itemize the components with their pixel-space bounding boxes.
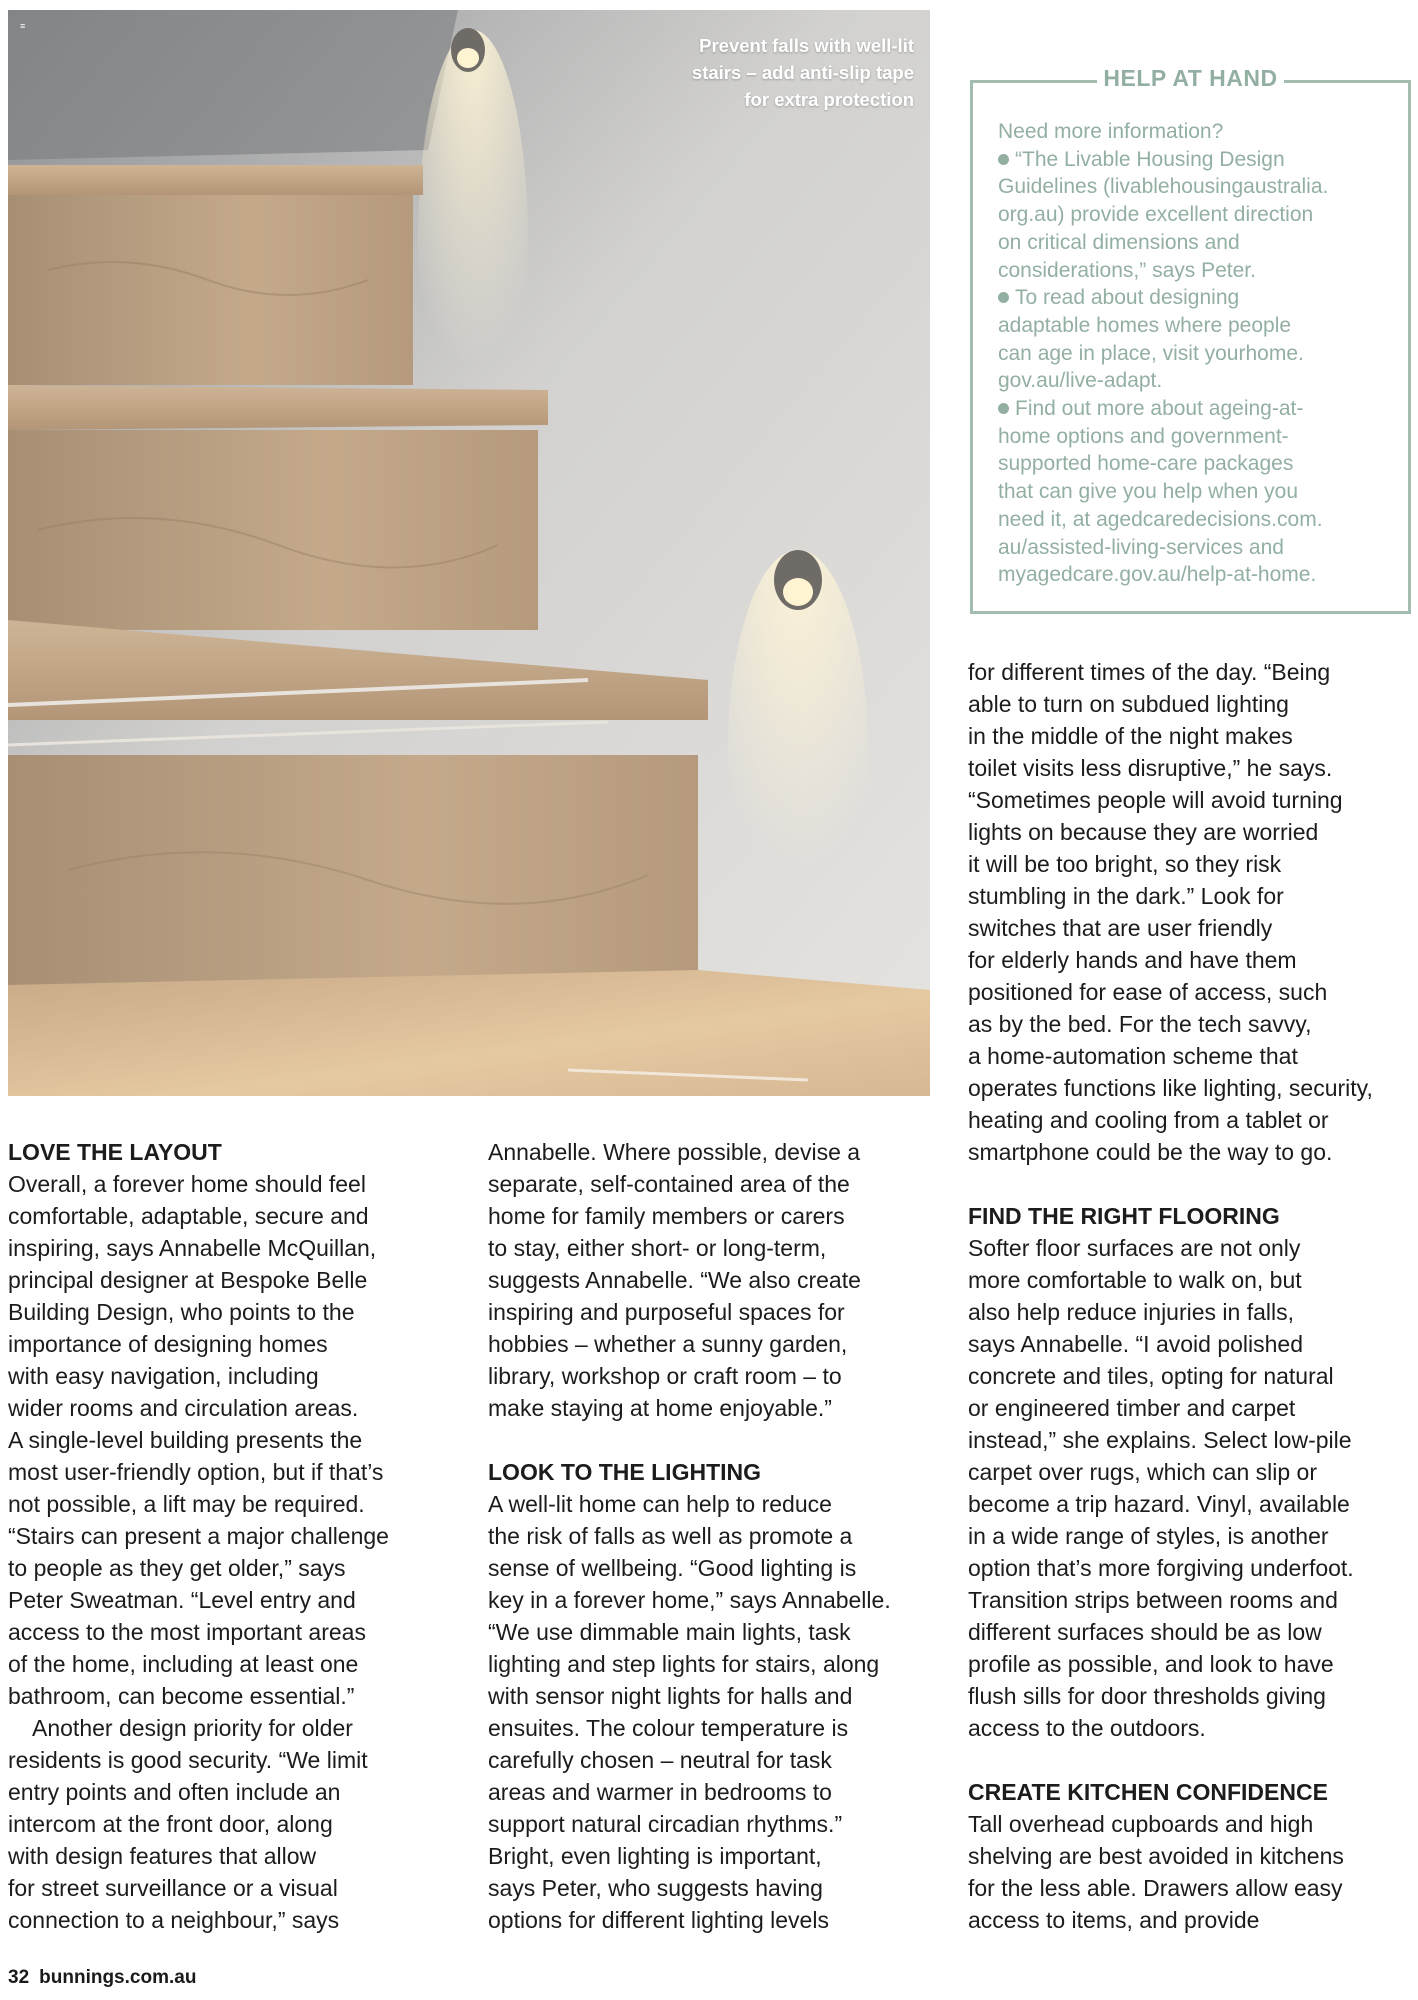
- body-line: Overall, a forever home should feel: [8, 1171, 366, 1197]
- bullet-icon: [998, 292, 1009, 303]
- body-line: it will be too bright, so they risk: [968, 851, 1282, 877]
- body-line: library, workshop or craft room – to: [488, 1363, 842, 1389]
- sidebar-bullet-line: [998, 395, 1398, 423]
- body-line: carefully chosen – neutral for task: [488, 1747, 832, 1773]
- body-line: Annabelle. Where possible, devise a: [488, 1139, 861, 1165]
- body-line: toilet visits less disruptive,” he says.: [968, 755, 1333, 781]
- paragraph-gap: [968, 1168, 1413, 1200]
- sidebar-line: need it, at agedcaredecisions.com.: [998, 507, 1323, 531]
- body-line: instead,” she explains. Select low-pile: [968, 1427, 1352, 1453]
- body-line: for the less able. Drawers allow easy: [968, 1875, 1343, 1901]
- body-line: with easy navigation, including: [8, 1363, 319, 1389]
- body-line: “Stairs can present a major challenge: [8, 1523, 389, 1549]
- menu-marker-icon: ≡: [20, 21, 26, 31]
- article-column-2: [488, 1136, 938, 1936]
- body-line: of the home, including at least one: [8, 1651, 359, 1677]
- body-line: Softer floor surfaces are not only: [968, 1235, 1301, 1261]
- bullet-icon: [998, 154, 1009, 165]
- body-line: Another design priority for older: [32, 1715, 353, 1741]
- body-line: home for family members or carers: [488, 1203, 845, 1229]
- body-line: hobbies – whether a sunny garden,: [488, 1331, 848, 1357]
- body-line: for elderly hands and have them: [968, 947, 1297, 973]
- stair-illustration: [8, 10, 930, 1096]
- body-line: heating and cooling from a tablet or: [968, 1107, 1329, 1133]
- sidebar-line: considerations,” says Peter.: [998, 258, 1256, 282]
- sidebar-line: Find out more about ageing-at-: [1015, 397, 1304, 421]
- sidebar-line: To read about designing: [1015, 286, 1240, 310]
- article-column-3: [968, 656, 1413, 1936]
- body-line: more comfortable to walk on, but: [968, 1267, 1302, 1293]
- body-line: in the middle of the night makes: [968, 723, 1293, 749]
- body-line: lighting and step lights for stairs, along: [488, 1651, 880, 1677]
- sidebar-bullet-line: [998, 284, 1398, 312]
- sidebar-body: [998, 118, 1398, 589]
- page-footer: [8, 1967, 206, 1989]
- body-line: access to the outdoors.: [968, 1715, 1206, 1741]
- section-heading: CREATE KITCHEN CONFIDENCE: [968, 1779, 1328, 1805]
- body-line: access to items, and provide: [968, 1907, 1260, 1933]
- body-line: to people as they get older,” says: [8, 1555, 346, 1581]
- body-line: to stay, either short- or long-term,: [488, 1235, 827, 1261]
- footer-site: bunnings.com.au: [39, 1967, 197, 1988]
- body-line: residents is good security. “We limit: [8, 1747, 368, 1773]
- body-line: switches that are user friendly: [968, 915, 1273, 941]
- body-line: access to the most important areas: [8, 1619, 366, 1645]
- section-heading: LOOK TO THE LIGHTING: [488, 1459, 762, 1485]
- body-line: entry points and often include an: [8, 1779, 341, 1805]
- body-line: bathroom, can become essential.”: [8, 1683, 355, 1709]
- body-line: option that’s more forgiving underfoot.: [968, 1555, 1354, 1581]
- body-line: principal designer at Bespoke Belle: [8, 1267, 368, 1293]
- sidebar-bullet-line: [998, 146, 1398, 174]
- body-line: for street surveillance or a visual: [8, 1875, 338, 1901]
- sidebar-line: adaptable homes where people: [998, 313, 1292, 337]
- sidebar-line: “The Livable Housing Design: [1015, 147, 1285, 171]
- body-line: carpet over rugs, which can slip or: [968, 1459, 1317, 1485]
- body-line: sense of wellbeing. “Good lighting is: [488, 1555, 857, 1581]
- body-line: “We use dimmable main lights, task: [488, 1619, 851, 1645]
- section-heading: LOVE THE LAYOUT: [8, 1139, 222, 1165]
- body-line: says Peter, who suggests having: [488, 1875, 823, 1901]
- body-line: A well-lit home can help to reduce: [488, 1491, 832, 1517]
- body-line: comfortable, adaptable, secure and: [8, 1203, 369, 1229]
- body-line: options for different lighting levels: [488, 1907, 829, 1933]
- body-line: areas and warmer in bedrooms to: [488, 1779, 832, 1805]
- help-at-hand-box: [970, 65, 1411, 614]
- caption-line: for extra protection: [744, 89, 914, 110]
- body-line: not possible, a lift may be required.: [8, 1491, 365, 1517]
- caption-line: stairs – add anti-slip tape: [691, 62, 914, 83]
- body-line: Tall overhead cupboards and high: [968, 1811, 1314, 1837]
- body-line: key in a forever home,” says Annabelle.: [488, 1587, 891, 1613]
- body-line: also help reduce injuries in falls,: [968, 1299, 1295, 1325]
- body-line: Bright, even lighting is important,: [488, 1843, 822, 1869]
- body-line: in a wide range of styles, is another: [968, 1523, 1329, 1549]
- body-line: says Annabelle. “I avoid polished: [968, 1331, 1303, 1357]
- body-line: make staying at home enjoyable.”: [488, 1395, 832, 1421]
- body-line: separate, self-contained area of the: [488, 1171, 850, 1197]
- sidebar-line: au/assisted-living-services and: [998, 535, 1284, 559]
- sidebar-title: [973, 65, 1408, 92]
- sidebar-line: supported home-care packages: [998, 452, 1294, 476]
- paragraph-gap: [968, 1744, 1413, 1776]
- sidebar-line: myagedcare.gov.au/help-at-home.: [998, 563, 1317, 587]
- body-line: positioned for ease of access, such: [968, 979, 1328, 1005]
- body-line: profile as possible, and look to have: [968, 1651, 1334, 1677]
- body-line: importance of designing homes: [8, 1331, 328, 1357]
- sidebar-line: gov.au/live-adapt.: [998, 369, 1163, 393]
- caption-line: Prevent falls with well-lit: [699, 35, 914, 56]
- body-line: flush sills for door thresholds giving: [968, 1683, 1326, 1709]
- body-line: inspiring and purposeful spaces for: [488, 1299, 845, 1325]
- body-line: with sensor night lights for halls and: [488, 1683, 853, 1709]
- body-line: a home-automation scheme that: [968, 1043, 1298, 1069]
- body-line: as by the bed. For the tech savvy,: [968, 1011, 1312, 1037]
- sidebar-line: home options and government-: [998, 424, 1289, 448]
- bullet-icon: [998, 403, 1009, 414]
- body-line: intercom at the front door, along: [8, 1811, 333, 1837]
- stair-lighting-photo: [8, 10, 930, 1096]
- body-line: Building Design, who points to the: [8, 1299, 355, 1325]
- photo-caption: [614, 32, 914, 113]
- section-heading: FIND THE RIGHT FLOORING: [968, 1203, 1280, 1229]
- sidebar-line: that can give you help when you: [998, 480, 1299, 504]
- article-column-1: [8, 1136, 458, 1936]
- body-line: “Sometimes people will avoid turning: [968, 787, 1343, 813]
- body-line: wider rooms and circulation areas.: [8, 1395, 359, 1421]
- body-line: shelving are best avoided in kitchens: [968, 1843, 1344, 1869]
- body-line: become a trip hazard. Vinyl, available: [968, 1491, 1350, 1517]
- body-line: operates functions like lighting, security,: [968, 1075, 1373, 1101]
- sidebar-title-text: HELP AT HAND: [1097, 65, 1283, 91]
- body-line: smartphone could be the way to go.: [968, 1139, 1333, 1165]
- body-line: the risk of falls as well as promote a: [488, 1523, 853, 1549]
- sidebar-line: org.au) provide excellent direction: [998, 203, 1314, 227]
- sidebar-line: on critical dimensions and: [998, 230, 1240, 254]
- sidebar-line: Need more information?: [998, 120, 1224, 143]
- body-line: stumbling in the dark.” Look for: [968, 883, 1284, 909]
- body-line: Transition strips between rooms and: [968, 1587, 1338, 1613]
- body-line: A single-level building presents the: [8, 1427, 363, 1453]
- body-line: most user-friendly option, but if that’s: [8, 1459, 384, 1485]
- body-line: ensuites. The colour temperature is: [488, 1715, 849, 1741]
- body-line: support natural circadian rhythms.”: [488, 1811, 843, 1837]
- page-number: 32: [8, 1967, 30, 1988]
- body-line: connection to a neighbour,” says: [8, 1907, 340, 1933]
- body-line: suggests Annabelle. “We also create: [488, 1267, 861, 1293]
- body-line: concrete and tiles, opting for natural: [968, 1363, 1334, 1389]
- sidebar-line: can age in place, visit yourhome.: [998, 341, 1304, 365]
- body-line: Peter Sweatman. “Level entry and: [8, 1587, 356, 1613]
- body-line: inspiring, says Annabelle McQuillan,: [8, 1235, 377, 1261]
- sidebar-line: Guidelines (livablehousingaustralia.: [998, 175, 1329, 199]
- body-line: with design features that allow: [8, 1843, 317, 1869]
- paragraph-gap: [488, 1424, 938, 1456]
- body-line: for different times of the day. “Being: [968, 659, 1331, 685]
- body-line: lights on because they are worried: [968, 819, 1319, 845]
- body-line: able to turn on subdued lighting: [968, 691, 1289, 717]
- body-line: different surfaces should be as low: [968, 1619, 1322, 1645]
- body-line: or engineered timber and carpet: [968, 1395, 1296, 1421]
